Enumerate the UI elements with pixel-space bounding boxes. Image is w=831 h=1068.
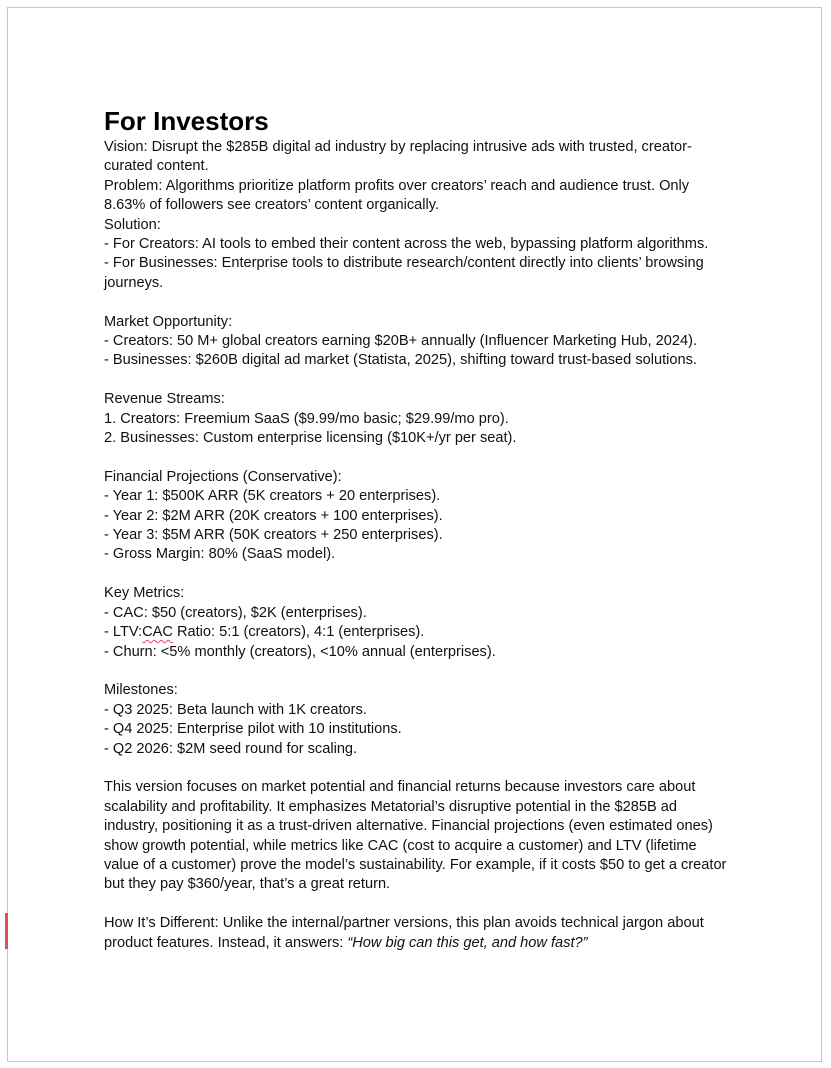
document-page [7,7,822,1062]
blank-line [104,565,734,584]
market-item: - Businesses: $260B digital ad market (Statista, 2025), shifting toward trust-based solutions. [104,352,697,369]
document-body[interactable] [104,104,734,953]
revenue-heading: Revenue Streams: [104,391,225,408]
spellcheck-flagged-word[interactable]: CAC [142,624,173,641]
market-item: - Creators: 50 M+ global creators earning $20B+ annually (Influencer Marketing Hub, 2024). [104,333,697,350]
change-indicator-bar [5,913,8,949]
revenue-item: 1. Creators: Freemium SaaS ($9.99/mo basic; $29.99/mo pro). [104,410,509,427]
milestone-item: - Q3 2025: Beta launch with 1K creators. [104,701,367,718]
blank-line [104,448,734,467]
milestone-item: - Q2 2026: $2M seed round for scaling. [104,740,358,757]
revenue-item: 2. Businesses: Custom enterprise licensing ($10K+/yr per seat). [104,430,517,447]
blank-line [104,662,734,681]
difference-quote: “How big can this get, and how fast?” [347,934,588,951]
difference-paragraph [104,914,734,953]
market-heading: Market Opportunity: [104,313,233,330]
milestone-item: - Q4 2025: Enterprise pilot with 10 institutions. [104,721,402,738]
solution-heading: Solution: [104,216,161,233]
blank-line [104,759,734,778]
page-title: For Investors [104,106,269,136]
metrics-item [104,623,734,642]
financial-item: - Year 3: $5M ARR (50K creators + 250 enterprises). [104,527,443,544]
metrics-item-prefix: - LTV: [104,624,143,641]
blank-line [104,895,734,914]
financial-item: - Year 2: $2M ARR (20K creators + 100 enterprises). [104,507,443,524]
financial-heading: Financial Projections (Conservative): [104,468,342,485]
summary-paragraph: This version focuses on market potential and financial returns because investors care about scalability and profitability. It emphasizes Metatorial’s disruptive potential in the $285B ad industry, positioning it as a trust-driven alternative. Financial projections (even estimated ones) show growth potential, while metrics like CAC (cost to acquire a customer) and LTV (lifetime value of a customer) prove the model’s sustainability. For example, if it costs $50 to get a creator but they pay $360/year, that’s a great return. [104,779,727,893]
metrics-item: - Churn: <5% monthly (creators), <10% annual (enterprises). [104,643,496,660]
vision-paragraph: Vision: Disrupt the $285B digital ad industry by replacing intrusive ads with trusted, creator-curated content. [104,139,692,175]
metrics-item-suffix: Ratio: 5:1 (creators), 4:1 (enterprises). [172,624,425,641]
blank-line [104,371,734,390]
problem-paragraph: Problem: Algorithms prioritize platform profits over creators’ reach and audience trust. Only 8.63% of followers see creators’ content organically. [104,177,690,214]
solution-item: - For Businesses: Enterprise tools to distribute research/content directly into clients’ browsing journeys. [104,255,704,291]
financial-item: - Gross Margin: 80% (SaaS model). [104,546,336,563]
milestones-heading: Milestones: [104,682,178,699]
difference-text: How It’s Different: Unlike the internal/partner versions, this plan avoids technical jargon about product features. Instead, it answers: [104,915,704,951]
metrics-item: - CAC: $50 (creators), $2K (enterprises). [104,604,367,621]
blank-line [104,293,734,312]
solution-item: - For Creators: AI tools to embed their content across the web, bypassing platform algorithms. [104,236,709,253]
metrics-heading: Key Metrics: [104,585,185,602]
financial-item: - Year 1: $500K ARR (5K creators + 20 enterprises). [104,488,441,505]
